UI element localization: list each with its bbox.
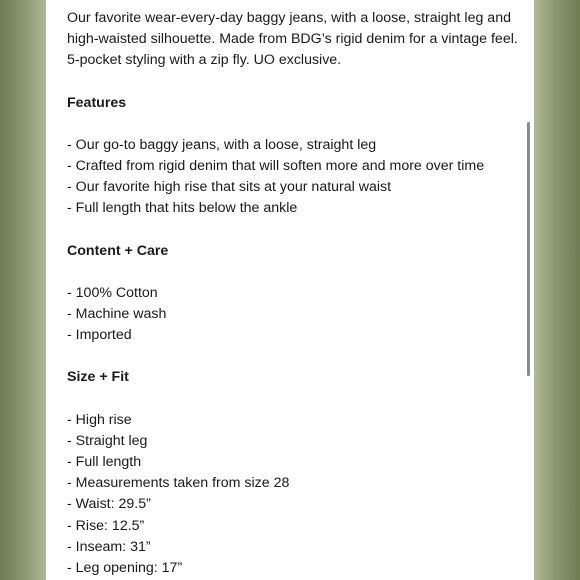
list-item: - Waist: 29.5” xyxy=(67,496,151,513)
intro-line: Our favorite wear-every-day baggy jeans, with a loose, straight leg and xyxy=(67,10,511,26)
list-item: - High rise xyxy=(67,411,132,428)
list-item: - Full length that hits below the ankle xyxy=(67,200,298,217)
backdrop-left xyxy=(0,0,46,580)
list-item: - Our favorite high rise that sits at your natural waist xyxy=(67,179,392,196)
list-item: - 100% Cotton xyxy=(67,284,158,301)
list-item: - Inseam: 31” xyxy=(67,538,151,555)
product-intro xyxy=(67,8,520,72)
list-item: - Rise: 12.5” xyxy=(67,517,145,534)
size-fit-heading: Size + Fit xyxy=(67,369,129,386)
list-item: - Straight leg xyxy=(67,432,148,449)
features-list xyxy=(67,135,520,220)
scrollbar[interactable] xyxy=(527,122,530,376)
list-item: - Imported xyxy=(67,327,132,344)
backdrop-right xyxy=(534,0,580,580)
intro-line: 5-pocket styling with a zip fly. UO exclusive. xyxy=(67,52,342,69)
list-item: - Full length xyxy=(67,454,142,471)
intro-line: high-waisted silhouette. Made from BDG’s rigid denim for a vintage feel. xyxy=(67,31,518,48)
product-description-panel xyxy=(46,0,534,580)
list-item: - Machine wash xyxy=(67,306,167,323)
list-item: - Leg opening: 17” xyxy=(67,560,183,577)
list-item: - Measurements taken from size 28 xyxy=(67,475,290,492)
features-heading: Features xyxy=(67,94,127,111)
size-fit-list xyxy=(67,410,520,580)
list-item: - Crafted from rigid denim that will soften more and more over time xyxy=(67,158,485,175)
content-care-list xyxy=(67,283,520,347)
list-item: - Our go-to baggy jeans, with a loose, straight leg xyxy=(67,136,377,153)
content-care-heading: Content + Care xyxy=(67,242,169,259)
